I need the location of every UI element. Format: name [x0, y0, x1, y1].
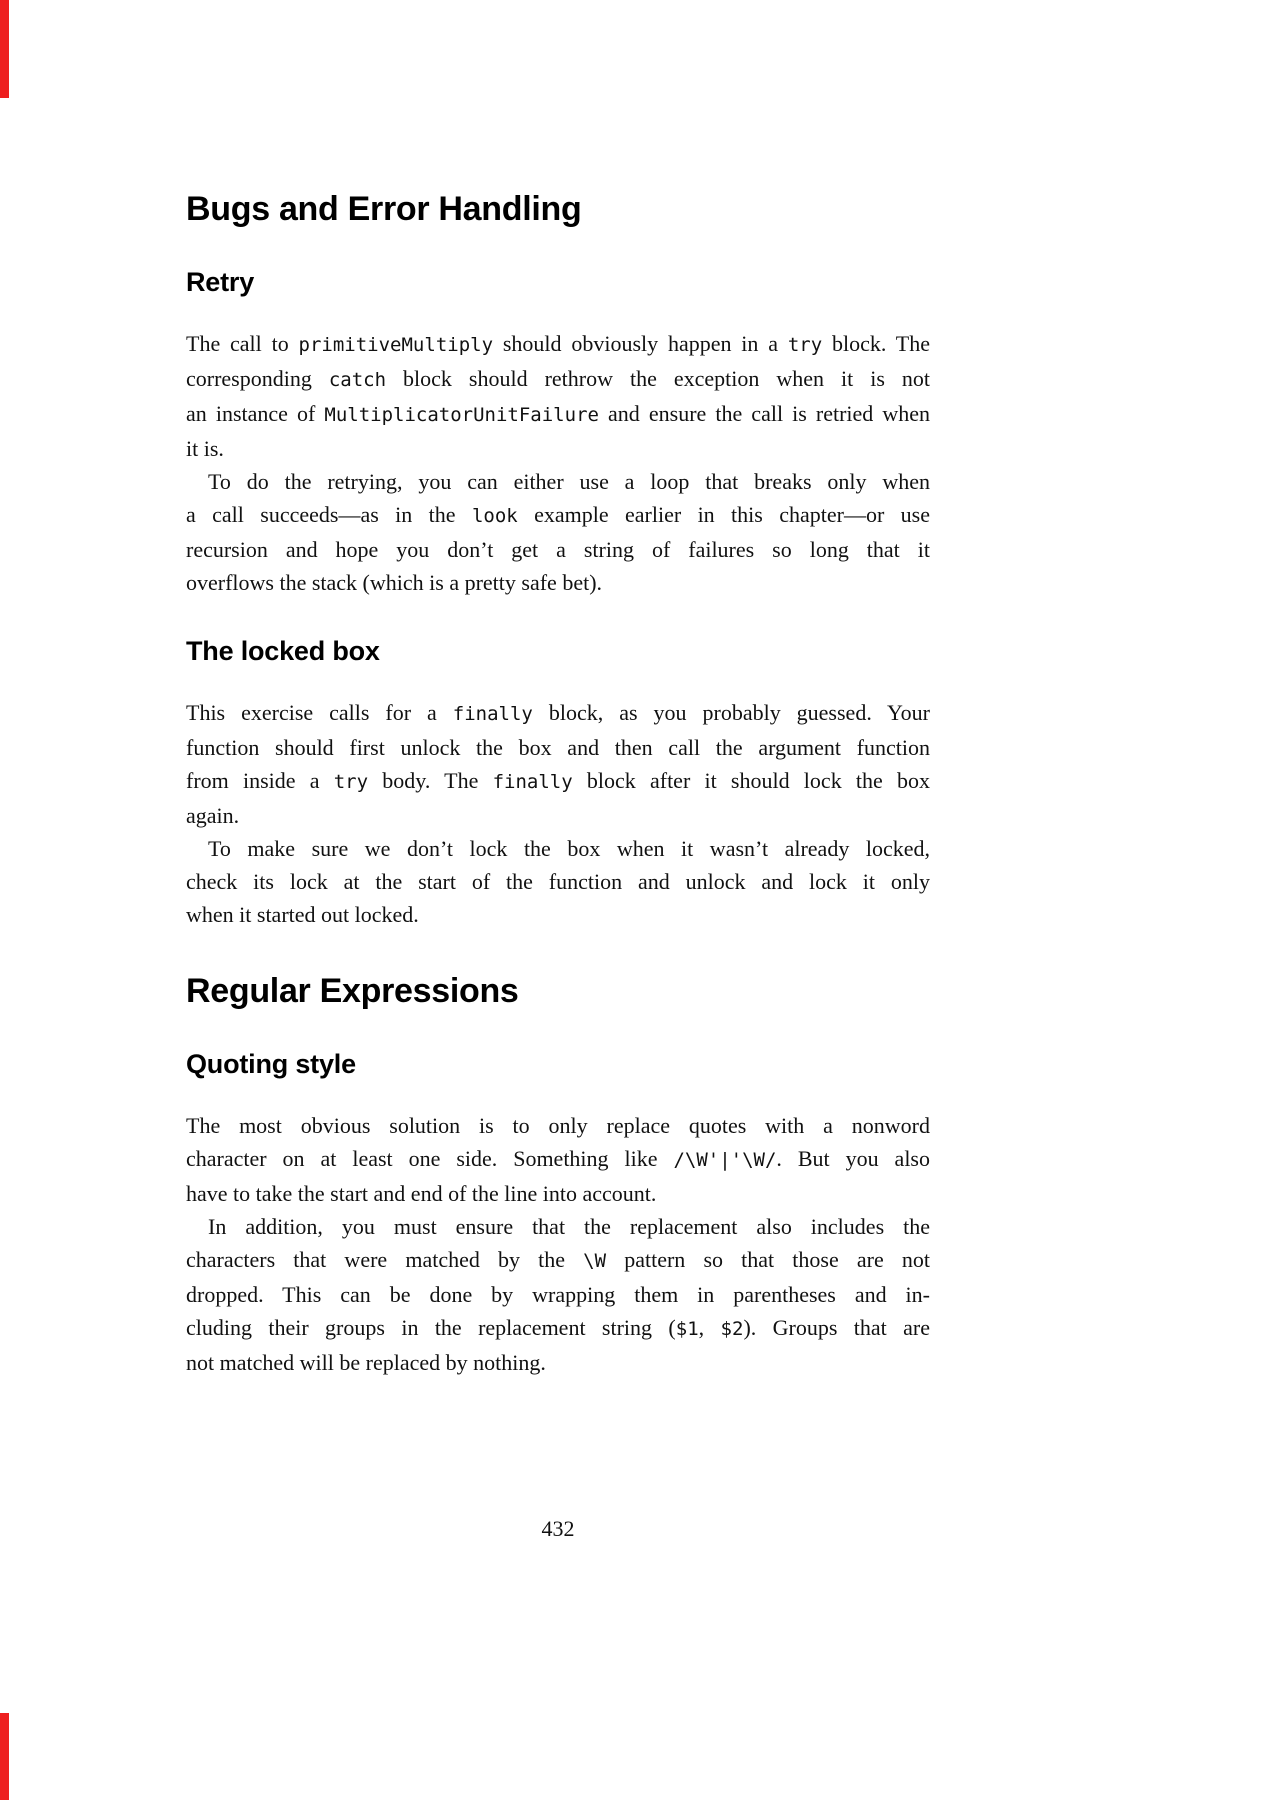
- text-line: cluding their groups in the replacement string ($1, $2). Groups that are: [186, 1315, 931, 1340]
- text-line: an instance of MultiplicatorUnitFailure and ensure the call is retried when: [186, 401, 931, 426]
- text-line: check its lock at the start of the function and unlock and lock it only: [186, 869, 930, 894]
- paragraph: [186, 696, 930, 832]
- inline-code: finally: [492, 771, 573, 793]
- inline-code: MultiplicatorUnitFailure: [324, 404, 599, 426]
- text-line: not matched will be replaced by nothing.: [186, 1350, 546, 1375]
- text-line: The call to primitiveMultiply should obviously happen in a try block. The: [186, 331, 930, 356]
- subsection-title: Retry: [186, 267, 255, 297]
- text-line: dropped. This can be done by wrapping them in parentheses and in-: [186, 1282, 930, 1307]
- page-content: [186, 0, 930, 1379]
- inline-code: look: [471, 505, 518, 527]
- subsection-title: Quoting style: [186, 1049, 356, 1079]
- text-line: This exercise calls for a finally block, as you probably guessed. Your: [186, 700, 930, 725]
- inline-code: primitiveMultiply: [298, 334, 494, 356]
- inline-code: try: [787, 334, 823, 356]
- text-line: a call succeeds—as in the look example earlier in this chapter—or use: [186, 502, 931, 527]
- paragraph: [186, 1210, 930, 1379]
- text-line: from inside a try body. The finally block after it should lock the box: [186, 768, 930, 793]
- page-edge-marker-top: [0, 0, 9, 98]
- text-line: have to take the start and end of the line into account.: [186, 1181, 657, 1206]
- text-line: characters that were matched by the \W pattern so that those are not: [186, 1247, 930, 1272]
- text-line: The most obvious solution is to only replace quotes with a nonword: [186, 1113, 930, 1138]
- text-line: To do the retrying, you can either use a loop that breaks only when: [208, 469, 930, 494]
- text-line: To make sure we don’t lock the box when it wasn’t already locked,: [208, 836, 930, 861]
- inline-code: \W: [583, 1250, 607, 1272]
- page-edge-marker-bottom: [0, 1713, 9, 1800]
- subsection-title: The locked box: [186, 636, 380, 666]
- text-line: recursion and hope you don’t get a string of failures so long that it: [186, 537, 930, 562]
- text-line: overflows the stack (which is a pretty safe bet).: [186, 570, 603, 595]
- text-line: when it started out locked.: [186, 902, 419, 927]
- text-line: function should first unlock the box and then call the argument function: [186, 735, 930, 760]
- paragraph: [186, 832, 930, 931]
- page-footer: [186, 1512, 930, 1545]
- text-line: character on at least one side. Something like /\W'|'\W/. But you also: [186, 1146, 930, 1171]
- section-title: Bugs and Error Handling: [186, 190, 582, 228]
- paragraph: [186, 465, 930, 599]
- inline-code: /\W'|'\W/: [673, 1149, 777, 1171]
- text-line: In addition, you must ensure that the replacement also includes the: [208, 1214, 930, 1239]
- inline-code: $2: [720, 1318, 744, 1340]
- inline-code: try: [333, 771, 369, 793]
- inline-code: $1: [675, 1318, 699, 1340]
- inline-code: catch: [328, 369, 387, 391]
- inline-code: finally: [452, 703, 533, 725]
- text-line: corresponding catch block should rethrow the exception when it is not: [186, 366, 931, 391]
- text-line: it is.: [186, 436, 224, 461]
- paragraph: [186, 327, 930, 465]
- paragraph: [186, 1109, 930, 1210]
- section-title: Regular Expressions: [186, 972, 519, 1010]
- page-number: 432: [541, 1516, 575, 1541]
- text-line: again.: [186, 803, 240, 828]
